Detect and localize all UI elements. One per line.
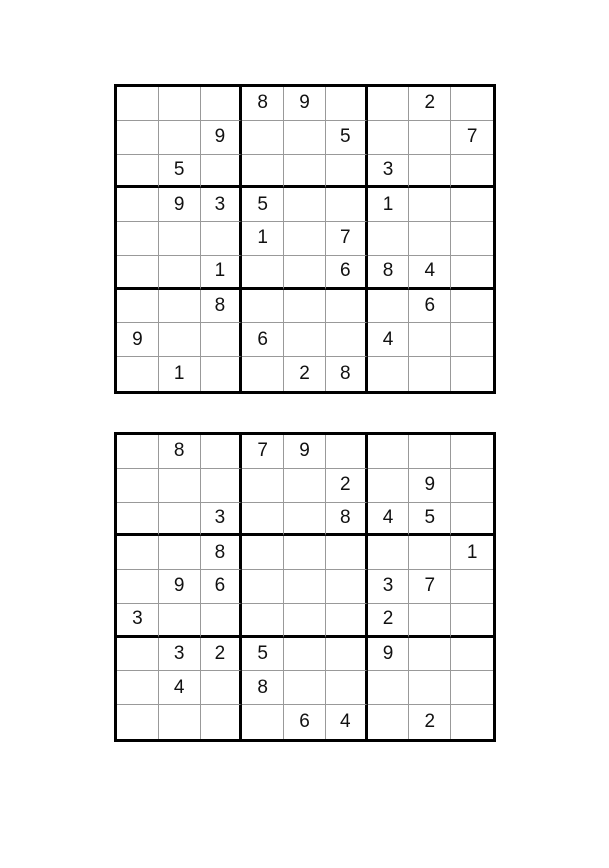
sudoku-cell[interactable] (201, 671, 243, 705)
sudoku-grid-2 (114, 432, 496, 742)
sudoku-cell[interactable]: 6 (326, 256, 368, 290)
sudoku-cell[interactable] (159, 121, 201, 155)
sudoku-cell[interactable] (284, 570, 326, 604)
sudoku-cell[interactable]: 9 (368, 638, 410, 672)
sudoku-cell[interactable] (451, 188, 493, 222)
sudoku-cell[interactable]: 4 (368, 323, 410, 357)
sudoku-cell[interactable]: 2 (409, 87, 451, 121)
sudoku-cell[interactable]: 6 (284, 705, 326, 739)
sudoku-cell[interactable] (409, 323, 451, 357)
sudoku-cell[interactable] (242, 570, 284, 604)
sudoku-cell[interactable] (242, 121, 284, 155)
sudoku-cell[interactable]: 3 (201, 503, 243, 537)
sudoku-cell[interactable]: 3 (368, 155, 410, 189)
sudoku-cell[interactable] (284, 256, 326, 290)
sudoku-cell[interactable] (368, 536, 410, 570)
sudoku-cell[interactable] (117, 503, 159, 537)
sudoku-cell[interactable] (117, 357, 159, 391)
sudoku-cell[interactable] (368, 222, 410, 256)
sudoku-cell[interactable] (326, 323, 368, 357)
sudoku-cell[interactable] (201, 222, 243, 256)
sudoku-cell[interactable] (409, 536, 451, 570)
sudoku-cell[interactable] (368, 121, 410, 155)
sudoku-cell[interactable]: 8 (159, 435, 201, 469)
sudoku-cell[interactable] (326, 671, 368, 705)
sudoku-cell[interactable] (284, 604, 326, 638)
sudoku-cell[interactable] (117, 87, 159, 121)
sudoku-cell[interactable] (451, 323, 493, 357)
sudoku-cell[interactable] (409, 188, 451, 222)
sudoku-cell[interactable]: 9 (201, 121, 243, 155)
sudoku-cell[interactable] (451, 222, 493, 256)
sudoku-cell[interactable] (242, 469, 284, 503)
sudoku-cell[interactable] (242, 256, 284, 290)
sudoku-cell[interactable] (117, 435, 159, 469)
sudoku-cell[interactable] (117, 638, 159, 672)
sudoku-cell[interactable] (284, 222, 326, 256)
sudoku-cell[interactable]: 9 (159, 570, 201, 604)
sudoku-cell[interactable] (201, 155, 243, 189)
sudoku-cell[interactable] (117, 155, 159, 189)
sudoku-cell[interactable]: 8 (201, 536, 243, 570)
sudoku-cell[interactable]: 3 (368, 570, 410, 604)
sudoku-cell[interactable] (284, 290, 326, 324)
sudoku-cell[interactable]: 3 (117, 604, 159, 638)
sudoku-cell[interactable] (451, 503, 493, 537)
sudoku-cell[interactable] (159, 222, 201, 256)
sudoku-cell[interactable] (326, 435, 368, 469)
sudoku-cell[interactable] (368, 290, 410, 324)
sudoku-cell[interactable] (117, 256, 159, 290)
sudoku-cell[interactable] (159, 536, 201, 570)
sudoku-cell[interactable] (451, 705, 493, 739)
sudoku-cell[interactable]: 1 (451, 536, 493, 570)
sudoku-cell[interactable] (451, 256, 493, 290)
sudoku-cell[interactable] (284, 188, 326, 222)
sudoku-cell[interactable] (159, 469, 201, 503)
sudoku-cell[interactable]: 9 (284, 435, 326, 469)
sudoku-cell[interactable] (284, 536, 326, 570)
sudoku-cell[interactable] (326, 87, 368, 121)
sudoku-cell[interactable]: 9 (284, 87, 326, 121)
sudoku-cell[interactable] (451, 155, 493, 189)
sudoku-cell[interactable] (159, 323, 201, 357)
sudoku-cell[interactable] (284, 638, 326, 672)
sudoku-cell[interactable] (117, 121, 159, 155)
sudoku-cell[interactable] (451, 469, 493, 503)
sudoku-cell[interactable]: 9 (409, 469, 451, 503)
sudoku-cell[interactable] (409, 121, 451, 155)
sudoku-cell[interactable] (326, 570, 368, 604)
sudoku-cell[interactable] (326, 188, 368, 222)
sudoku-cell[interactable]: 8 (368, 256, 410, 290)
sudoku-cell[interactable] (284, 121, 326, 155)
sudoku-cell[interactable]: 1 (242, 222, 284, 256)
sudoku-cell[interactable] (242, 536, 284, 570)
sudoku-cell[interactable] (451, 671, 493, 705)
sudoku-cell[interactable] (409, 604, 451, 638)
sudoku-cell[interactable] (451, 570, 493, 604)
sudoku-cell[interactable]: 8 (326, 503, 368, 537)
sudoku-cell[interactable]: 6 (409, 290, 451, 324)
sudoku-cell[interactable]: 2 (326, 469, 368, 503)
sudoku-cell[interactable]: 9 (117, 323, 159, 357)
sudoku-cell[interactable] (451, 638, 493, 672)
sudoku-cell[interactable] (284, 671, 326, 705)
sudoku-cell[interactable] (284, 469, 326, 503)
sudoku-cell[interactable] (368, 87, 410, 121)
sudoku-cell[interactable]: 4 (368, 503, 410, 537)
sudoku-cell[interactable] (117, 290, 159, 324)
sudoku-cell[interactable] (242, 290, 284, 324)
sudoku-cell[interactable]: 2 (284, 357, 326, 391)
sudoku-cell[interactable] (159, 256, 201, 290)
sudoku-cell[interactable]: 2 (201, 638, 243, 672)
sudoku-cell[interactable] (409, 435, 451, 469)
sudoku-cell[interactable]: 3 (201, 188, 243, 222)
sudoku-cell[interactable] (159, 604, 201, 638)
sudoku-cell[interactable] (242, 604, 284, 638)
sudoku-cell[interactable] (117, 188, 159, 222)
sudoku-cell[interactable]: 7 (242, 435, 284, 469)
sudoku-cell[interactable]: 7 (409, 570, 451, 604)
sudoku-cell[interactable] (451, 357, 493, 391)
sudoku-cell[interactable]: 3 (159, 638, 201, 672)
sudoku-cell[interactable]: 6 (242, 323, 284, 357)
sudoku-cell[interactable] (326, 155, 368, 189)
sudoku-cell[interactable] (242, 155, 284, 189)
sudoku-cell[interactable] (409, 671, 451, 705)
sudoku-cell[interactable] (284, 155, 326, 189)
sudoku-cell[interactable]: 5 (326, 121, 368, 155)
sudoku-cell[interactable]: 1 (201, 256, 243, 290)
sudoku-cell[interactable] (117, 570, 159, 604)
sudoku-cell[interactable] (242, 357, 284, 391)
sudoku-cell[interactable]: 7 (451, 121, 493, 155)
sudoku-cell[interactable] (159, 290, 201, 324)
sudoku-cell[interactable]: 8 (242, 87, 284, 121)
sudoku-cell[interactable] (368, 469, 410, 503)
sudoku-cell[interactable] (284, 503, 326, 537)
sudoku-cell[interactable] (117, 705, 159, 739)
sudoku-cell[interactable] (409, 357, 451, 391)
sudoku-cell[interactable] (201, 469, 243, 503)
sudoku-cell[interactable] (368, 435, 410, 469)
sudoku-cell[interactable] (201, 604, 243, 638)
sudoku-cell[interactable] (201, 357, 243, 391)
sudoku-cell[interactable] (159, 87, 201, 121)
sudoku-cell[interactable] (409, 222, 451, 256)
sudoku-cell[interactable]: 5 (242, 638, 284, 672)
sudoku-cell[interactable]: 8 (201, 290, 243, 324)
sudoku-cell[interactable] (242, 705, 284, 739)
sudoku-cell[interactable]: 1 (368, 188, 410, 222)
sudoku-cell[interactable] (326, 290, 368, 324)
sudoku-cell[interactable] (451, 87, 493, 121)
sudoku-cell[interactable] (159, 705, 201, 739)
sudoku-cell[interactable]: 5 (159, 155, 201, 189)
sudoku-cell[interactable] (117, 222, 159, 256)
sudoku-cell[interactable] (117, 536, 159, 570)
sudoku-cell[interactable] (368, 357, 410, 391)
sudoku-cell[interactable]: 4 (326, 705, 368, 739)
sudoku-cell[interactable] (409, 155, 451, 189)
sudoku-cell[interactable] (201, 705, 243, 739)
sudoku-cell[interactable]: 6 (201, 570, 243, 604)
sudoku-cell[interactable] (326, 638, 368, 672)
sudoku-cell[interactable] (451, 290, 493, 324)
sudoku-cell[interactable] (117, 469, 159, 503)
sudoku-cell[interactable] (284, 323, 326, 357)
sudoku-cell[interactable] (201, 323, 243, 357)
sudoku-cell[interactable]: 9 (159, 188, 201, 222)
sudoku-cell[interactable] (201, 87, 243, 121)
sudoku-cell[interactable] (159, 503, 201, 537)
sudoku-cell[interactable] (242, 503, 284, 537)
sudoku-cell[interactable] (451, 435, 493, 469)
sudoku-cell[interactable]: 2 (409, 705, 451, 739)
sudoku-cell[interactable]: 5 (409, 503, 451, 537)
sudoku-cell[interactable] (368, 705, 410, 739)
sudoku-cell[interactable] (201, 435, 243, 469)
sudoku-cell[interactable]: 4 (409, 256, 451, 290)
sudoku-cell[interactable]: 8 (326, 357, 368, 391)
sudoku-cell[interactable] (368, 671, 410, 705)
sudoku-cell[interactable] (451, 604, 493, 638)
sudoku-cell[interactable]: 8 (242, 671, 284, 705)
sudoku-cell[interactable]: 1 (159, 357, 201, 391)
sudoku-cell[interactable] (117, 671, 159, 705)
sudoku-cell[interactable] (326, 604, 368, 638)
sudoku-cell[interactable] (326, 536, 368, 570)
sudoku-cell[interactable]: 2 (368, 604, 410, 638)
sudoku-cell[interactable]: 5 (242, 188, 284, 222)
sudoku-cell[interactable]: 7 (326, 222, 368, 256)
sudoku-grid-1 (114, 84, 496, 394)
sudoku-cell[interactable]: 4 (159, 671, 201, 705)
sudoku-cell[interactable] (409, 638, 451, 672)
